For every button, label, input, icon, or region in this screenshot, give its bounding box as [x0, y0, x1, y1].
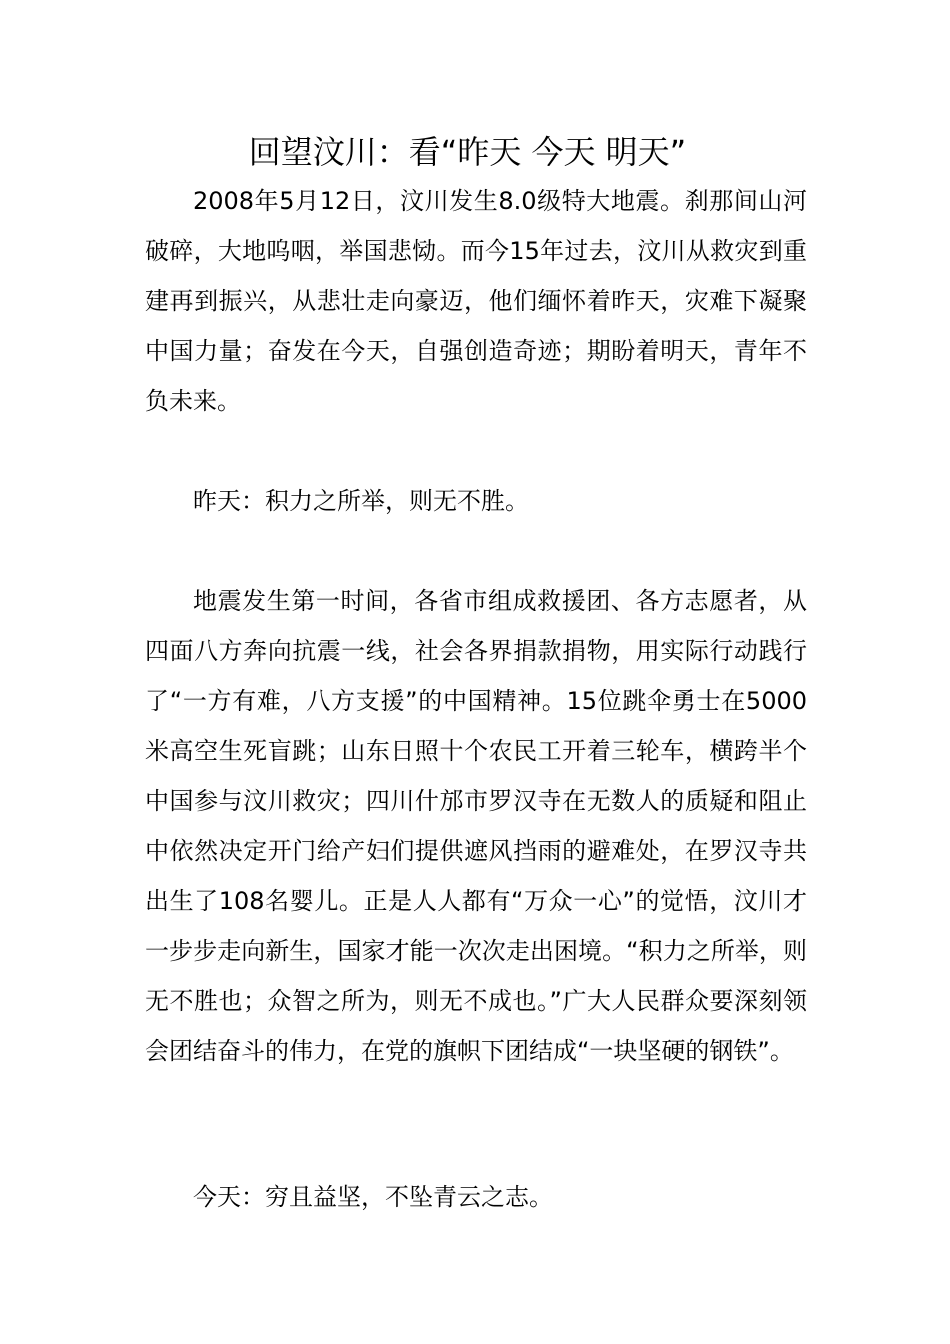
- section-body-yesterday: 地震发生第一时间，各省市组成救援团、各方志愿者，从四面八方奔向抗震一线，社会各界捐款捐物，用实际行动践行了“一方有难，八方支援”的中国精神。15位跳伞勇士在5000米高空生死盲跳；山东日照十个农民工开着三轮车，横跨半个中国参与汶川救灾；四川什邡市罗汉寺在无数人的质疑和阻止中依然决定开门给产妇们提供遮风挡雨的避难处，在罗汉寺共出生了108名婴儿。正是人人都有“万众一心”的觉悟，汶川才一步步走向新生，国家才能一次次走出困境。“积力之所举，则无不胜也；众智之所为，则无不成也。”广大人民群众要深刻领会团结奋斗的伟力，在党的旗帜下团结成“一块坚硬的钢铁”。: [145, 587, 807, 1065]
- section-heading-yesterday: 昨天：积力之所举，则无不胜。: [193, 487, 529, 515]
- intro-paragraph: 2008年5月12日，汶川发生8.0级特大地震。刹那间山河破碎，大地呜咽，举国悲恸。而今15年过去，汶川从救灾到重建再到振兴，从悲壮走向豪迈，他们缅怀着昨天，灾难下凝聚中国力量；奋发在今天，自强创造奇迹；期盼着明天，青年不负未来。: [145, 187, 807, 415]
- section-heading-today: 今天：穷且益坚，不坠青云之志。: [193, 1183, 553, 1211]
- page-title: 回望汶川：看“昨天 今天 明天”: [248, 133, 687, 171]
